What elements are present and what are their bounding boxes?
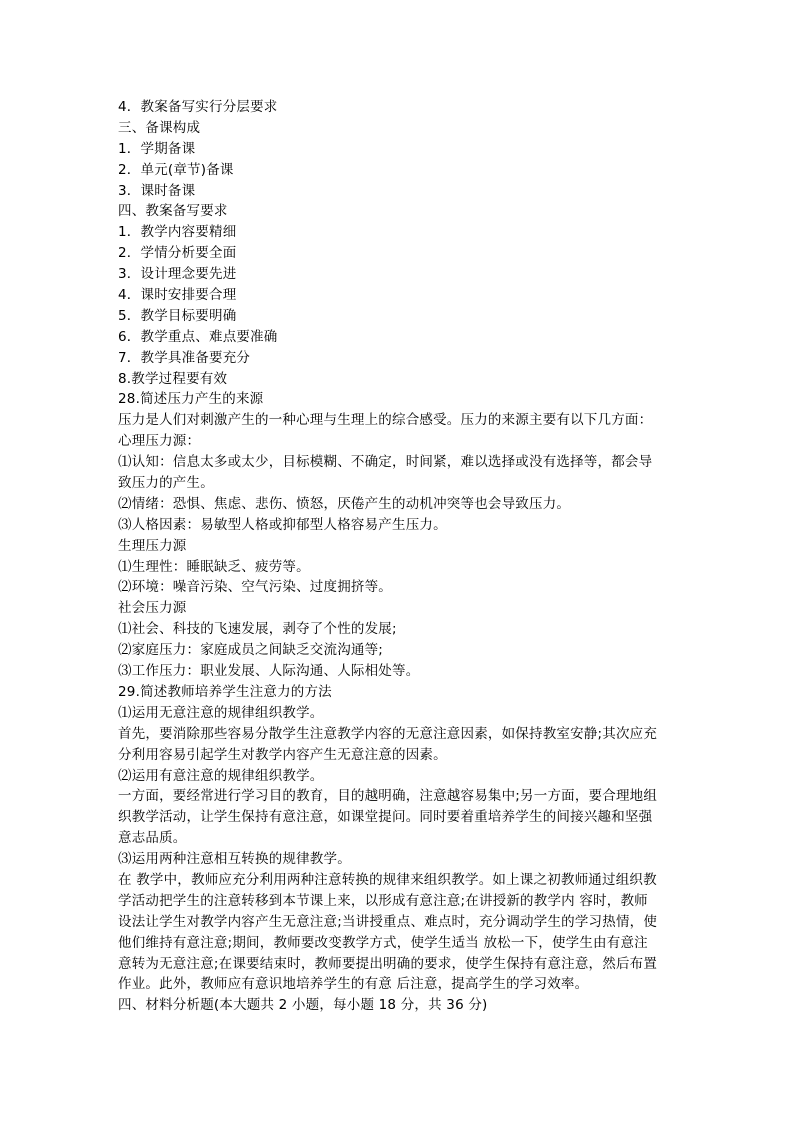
question-heading: 28.简述压力产生的来源 — [118, 391, 264, 408]
text-line: 5．教学目标要明确 — [118, 307, 237, 324]
text-line: 8.教学过程要有效 — [118, 370, 228, 387]
text-line: ⑵运用有意注意的规律组织教学。 — [118, 767, 324, 784]
text-line: 社会压力源 — [118, 600, 187, 617]
text-line: 2．学情分析要全面 — [118, 245, 237, 262]
text-line: 作业。此外，教师应有意识地培养学生的有意 后注意，提高学生的学习效率。 — [118, 976, 589, 993]
text-line: 在 教学中，教师应充分利用两种注意转换的规律来组织教学。如上课之初教师通过组织教 — [118, 871, 657, 888]
text-line: 一方面，要经常进行学习目的教育，目的越明确，注意越容易集中;另一方面，要合理地组 — [118, 788, 658, 805]
text-line: 1．学期备课 — [118, 140, 196, 157]
text-line: 6．教学重点、难点要准确 — [118, 328, 278, 345]
text-line: ⑵家庭压力：家庭成员之间缺乏交流沟通等; — [118, 642, 384, 659]
text-line: 意志品质。 — [118, 830, 187, 847]
text-line: 学活动把学生的注意转移到本节课上来，以形成有意注意;在讲授新的教学内 容时，教师 — [118, 892, 648, 909]
text-line: ⑶工作压力：职业发展、人际沟通、人际相处等。 — [118, 663, 420, 680]
text-line: ⑴认知：信息太多或太少，目标模糊、不确定，时间紧，难以选择或没有选择等，都会导 — [118, 454, 653, 471]
text-line: 2．单元(章节)备课 — [118, 161, 234, 178]
text-line: 致压力的产生。 — [118, 475, 214, 492]
text-line: ⑴社会、科技的飞速发展，剥夺了个性的发展; — [118, 621, 397, 638]
text-line: 1．教学内容要精细 — [118, 224, 237, 241]
section-heading: 三、备课构成 — [118, 119, 201, 136]
text-line: 4．课时安排要合理 — [118, 287, 237, 304]
text-line: ⑴生理性：睡眠缺乏、疲劳等。 — [118, 558, 310, 575]
text-line: 7．教学具准备要充分 — [118, 349, 251, 366]
text-line: 分利用容易引起学生对教学内容产生无意注意的因素。 — [118, 746, 447, 763]
text-line: 设法让学生对教学内容产生无意注意;当讲授重点、难点时，充分调动学生的学习热情，使 — [118, 913, 658, 930]
text-line: 生理压力源 — [118, 537, 187, 554]
document-page — [118, 97, 678, 1016]
text-line: ⑴运用无意注意的规律组织教学。 — [118, 704, 324, 721]
text-line: 他们维持有意注意;期间，教师要改变教学方式，使学生适当 放松一下，使学生由有意注 — [118, 934, 648, 951]
section-heading: 四、教案备写要求 — [118, 203, 228, 220]
text-line: 织教学活动，让学生保持有意注意，如课堂提问。同时要着重培养学生的间接兴趣和坚强 — [118, 809, 653, 826]
text-line: ⑶人格因素：易敏型人格或抑郁型人格容易产生压力。 — [118, 516, 447, 533]
text-line: 3．设计理念要先进 — [118, 266, 237, 283]
question-heading: 29.简述教师培养学生注意力的方法 — [118, 683, 332, 700]
text-line: ⑶运用两种注意相互转换的规律教学。 — [118, 851, 351, 868]
section-heading: 四、材料分析题(本大题共 2 小题，每小题 18 分，共 36 分) — [118, 997, 488, 1014]
text-line: 压力是人们对刺激产生的一种心理与生理上的综合感受。压力的来源主要有以下几方面： — [118, 412, 653, 429]
text-line: 首先，要消除那些容易分散学生注意教学内容的无意注意因素，如保持教室安静;其次应充 — [118, 725, 658, 742]
text-line: 意转为无意注意;在课要结束时，教师要提出明确的要求，使学生保持有意注意，然后布置 — [118, 955, 658, 972]
text-line: ⑵环境：噪音污染、空气污染、过度拥挤等。 — [118, 579, 392, 596]
text-line: 心理压力源： — [118, 433, 201, 450]
text-line: 4．教案备写实行分层要求 — [118, 99, 278, 115]
text-line: ⑵情绪：恐惧、焦虑、悲伤、愤怒，厌倦产生的动机冲突等也会导致压力。 — [118, 495, 571, 512]
text-line: 3．课时备课 — [118, 182, 196, 199]
